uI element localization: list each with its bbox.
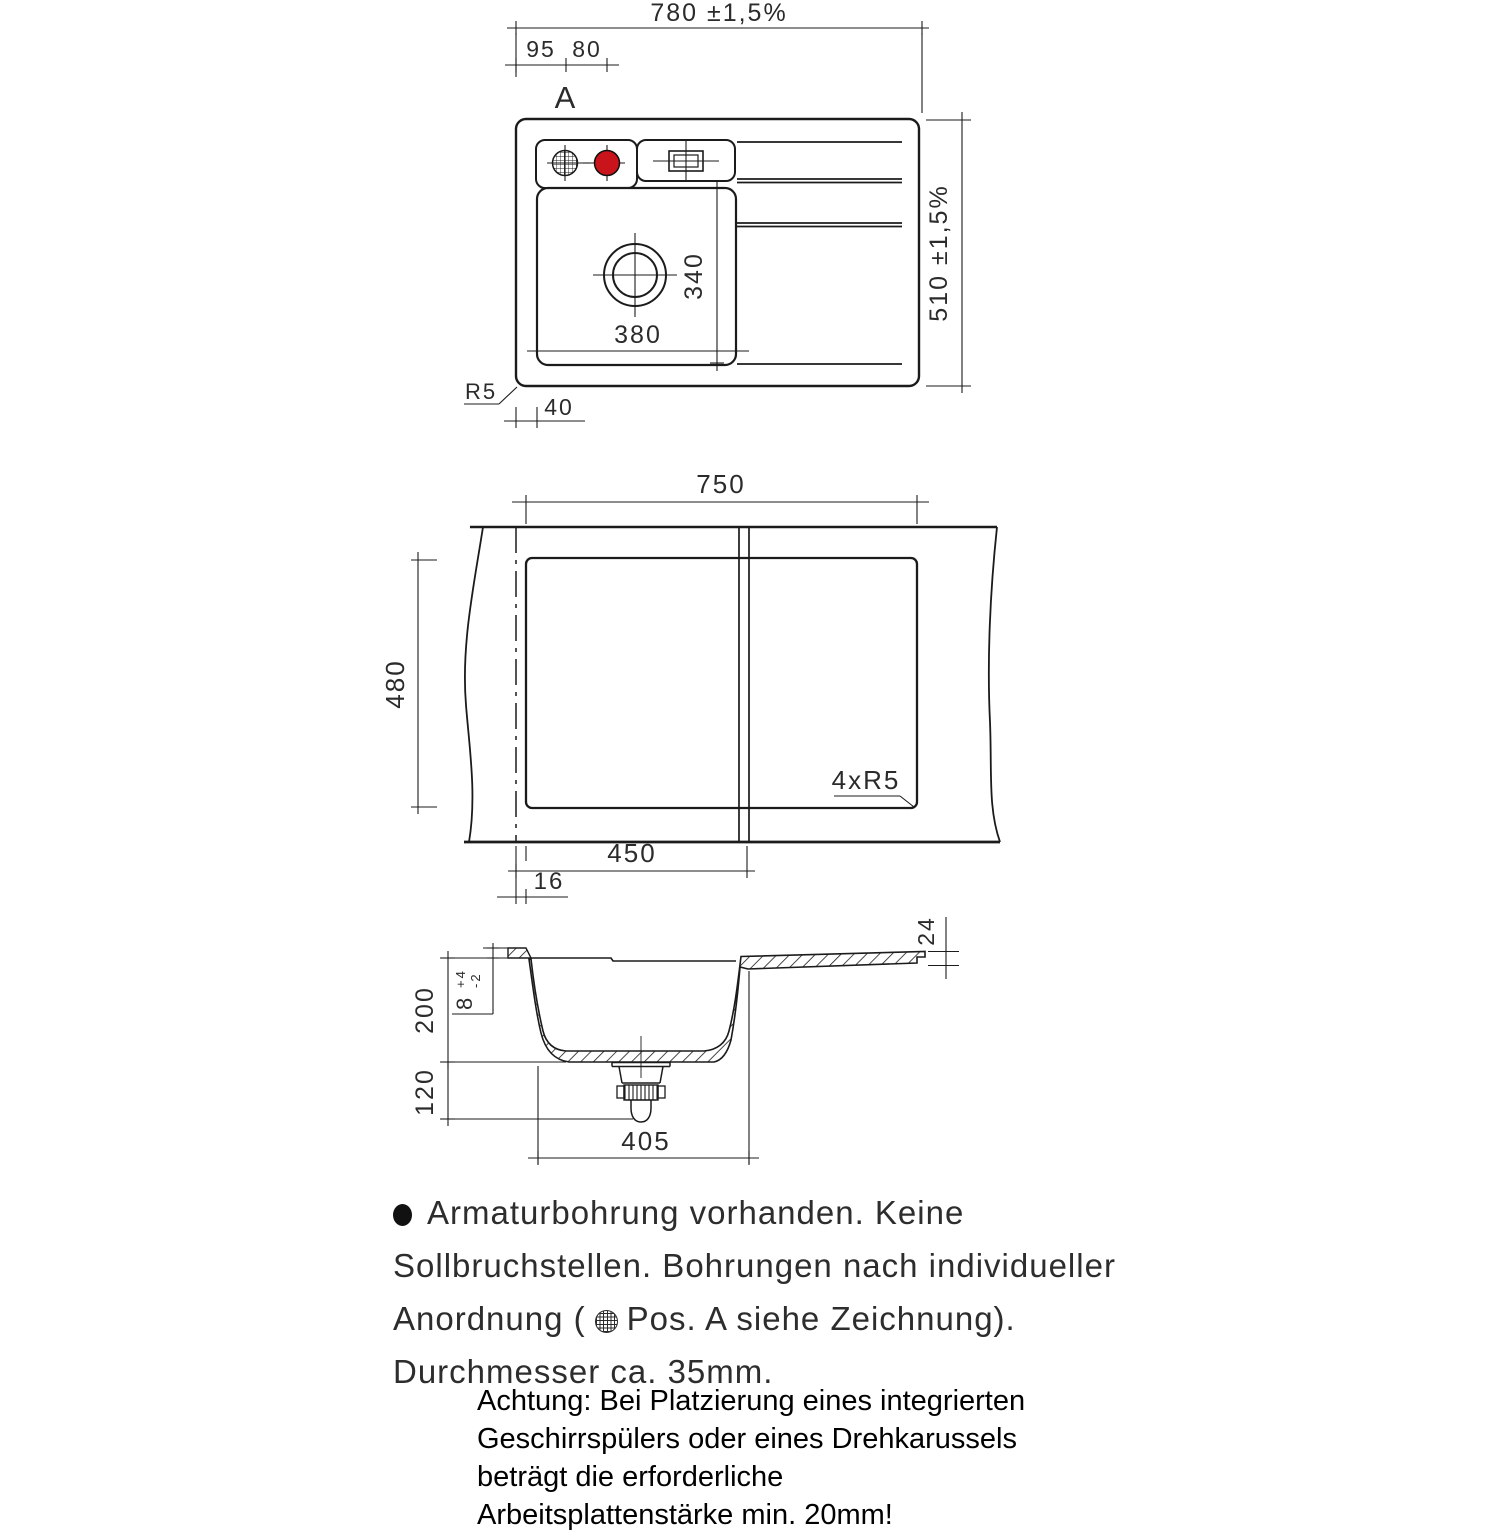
overflow-symbol: [653, 141, 719, 181]
dim-basin-depth-label: 340: [680, 252, 708, 300]
dim-basin-section-label: 450: [607, 838, 657, 868]
fitting-note-line1: Armaturbohrung vorhanden. Keine: [427, 1194, 965, 1231]
dim-rim-height-tol-plus: +4: [453, 969, 468, 988]
hole-position-label: A: [554, 80, 578, 115]
section-view-drawing: [411, 916, 959, 1165]
dim-drain-clearance-label: 120: [411, 1068, 439, 1116]
cutout-corner-radius-label: 4xR5: [831, 765, 901, 795]
dim-bowl-bottom-width-label: 405: [621, 1126, 671, 1156]
worktop-cutout-drawing: [380, 469, 1000, 904]
drain-assembly: [612, 1036, 670, 1122]
dim-hole-offset-label: 95: [526, 36, 556, 62]
sink-body-section: [529, 952, 925, 1063]
drain-knurled-nut: [624, 1085, 658, 1100]
faucet-hole-position-a: [547, 145, 583, 181]
warning-note-line1: Achtung: Bei Platzierung eines integrierten: [477, 1385, 1026, 1417]
corner-radius-label: R5: [464, 379, 498, 404]
dim-overall-width-label: 780 ±1,5%: [650, 0, 788, 27]
fitting-note-line3-before: Anordnung (: [393, 1300, 586, 1337]
dim-rim-height-label: 8: [452, 995, 477, 1010]
dim-cutout-width: [512, 469, 929, 524]
dim-rim-height-tol-minus: -2: [468, 972, 483, 988]
cutout-corner-radius-callout: [832, 765, 914, 807]
dim-rim-offset: [504, 394, 585, 428]
fitting-note-line3-after: Pos. A siehe Zeichnung).: [626, 1300, 1016, 1337]
dim-edge-inset: [497, 846, 568, 904]
dim-basin-width-label: 380: [614, 321, 662, 349]
dim-basin-depth: [680, 180, 724, 371]
top-view-drawing: [464, 0, 971, 428]
dim-rim-offset-label: 40: [544, 394, 574, 420]
fitting-note-line4: Durchmesser ca. 35mm.: [393, 1353, 774, 1390]
dim-overall-depth: [925, 112, 971, 393]
dim-hole-spacing-label: 80: [572, 36, 602, 62]
dim-cutout-width-label: 750: [696, 469, 746, 499]
warning-note: [477, 1382, 1117, 1534]
dim-bowl-bottom-width: [528, 971, 759, 1165]
drainboard-grooves: [735, 142, 902, 364]
fitting-note-line2: Sollbruchstellen. Bohrungen nach individueller: [393, 1247, 1116, 1284]
dim-overall-depth-label: 510 ±1,5%: [925, 184, 953, 322]
dim-drain-clearance: [411, 1062, 633, 1126]
dim-bowl-depth: [411, 951, 566, 1069]
dim-cutout-height-label: 480: [380, 659, 410, 709]
drain-symbol: [593, 233, 677, 317]
warning-note-line4: Arbeitsplattenstärke min. 20mm!: [477, 1499, 893, 1531]
dim-hole-offsets: [505, 36, 619, 72]
far-rim-edge-line: [531, 958, 736, 961]
warning-note-line3: beträgt die erforderliche: [477, 1461, 784, 1493]
filled-circle-icon: [393, 1204, 412, 1226]
hatched-circle-icon: [595, 1310, 618, 1333]
warning-note-line2: Geschirrspülers oder eines Drehkarussels: [477, 1423, 1017, 1455]
faucet-deck-outline: [536, 140, 637, 188]
dim-basin-width: [527, 321, 749, 358]
faucet-hole-red-marker: [595, 151, 620, 176]
dim-rim-thickness-label: 24: [913, 916, 939, 946]
dim-rim-height: [452, 943, 509, 1014]
dim-edge-inset-label: 16: [533, 868, 565, 895]
drain-cap: [631, 1100, 651, 1122]
dim-cutout-height: [380, 552, 437, 814]
worktop-left-break-line: [465, 527, 483, 842]
dim-rim-thickness: [913, 916, 959, 979]
faucet-hole-existing: [583, 145, 625, 181]
fitting-note: [393, 1186, 1173, 1398]
worktop-right-break-line: [989, 527, 1000, 842]
rim-lip-section: [508, 948, 531, 958]
corner-radius-callout: [464, 379, 517, 404]
dim-bowl-depth-label: 200: [411, 986, 439, 1034]
